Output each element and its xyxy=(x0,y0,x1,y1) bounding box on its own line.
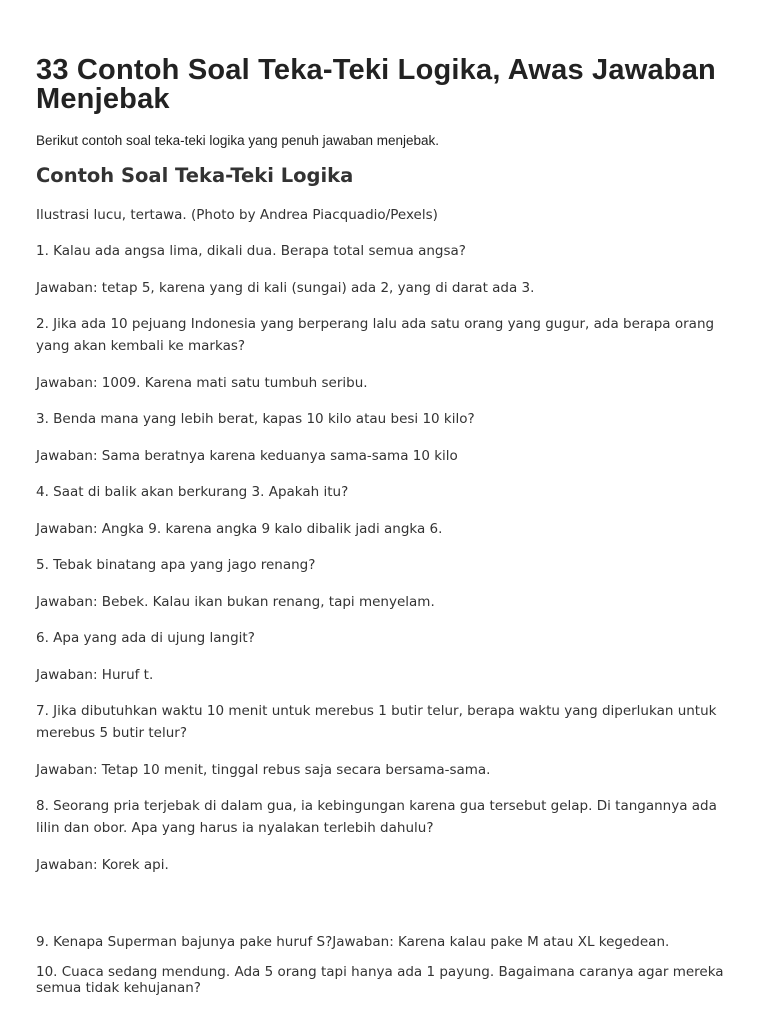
section-heading: Contoh Soal Teka-Teki Logika xyxy=(36,164,354,187)
question-4: 4. Saat di balik akan berkurang 3. Apakah itu? xyxy=(36,484,349,500)
qa-list xyxy=(36,240,736,876)
question-6: 6. Apa yang ada di ujung langit? xyxy=(36,630,255,646)
answer-8: Jawaban: Korek api. xyxy=(36,856,169,873)
answer-2: Jawaban: 1009. Karena mati satu tumbuh seribu. xyxy=(36,374,368,391)
qa-list-tail xyxy=(36,934,736,996)
question-2: 2. Jika ada 10 pejuang Indonesia yang berperang lalu ada satu orang yang gugur, ada berapa orang yang akan kembali ke markas? xyxy=(36,316,715,354)
answer-1: Jawaban: tetap 5, karena yang di kali (sungai) ada 2, yang di darat ada 3. xyxy=(36,279,535,296)
question-10: 10. Cuaca sedang mendung. Ada 5 orang tapi hanya ada 1 payung. Bagaimana caranya agar mereka semua tidak kehujanan? xyxy=(36,964,724,996)
article-intro: Berikut contoh soal teka-teki logika yang penuh jawaban menjebak. xyxy=(36,133,440,148)
question-1: 1. Kalau ada angsa lima, dikali dua. Berapa total semua angsa? xyxy=(36,243,466,259)
article xyxy=(36,56,736,1010)
question-7: 7. Jika dibutuhkan waktu 10 menit untuk merebus 1 butir telur, berapa waktu yang diperlukan untuk merebus 5 butir telur? xyxy=(36,703,717,741)
question-9: 9. Kenapa Superman bajunya pake huruf S?Jawaban: Karena kalau pake M atau XL kegedean. xyxy=(36,934,670,950)
question-8: 8. Seorang pria terjebak di dalam gua, ia kebingungan karena gua tersebut gelap. Di tangannya ada lilin dan obor. Apa yang harus ia nyalakan terlebih dahulu? xyxy=(36,798,717,836)
image-caption: Ilustrasi lucu, tertawa. (Photo by Andrea Piacquadio/Pexels) xyxy=(36,207,438,223)
answer-3: Jawaban: Sama beratnya karena keduanya sama-sama 10 kilo xyxy=(36,447,458,464)
answer-6: Jawaban: Huruf t. xyxy=(36,666,154,683)
question-5: 5. Tebak binatang apa yang jago renang? xyxy=(36,557,316,573)
answer-5: Jawaban: Bebek. Kalau ikan bukan renang, tapi menyelam. xyxy=(36,593,435,610)
article-title: 33 Contoh Soal Teka-Teki Logika, Awas Jawaban Menjebak xyxy=(36,54,716,115)
spacer xyxy=(36,890,736,934)
answer-7: Jawaban: Tetap 10 menit, tinggal rebus saja secara bersama-sama. xyxy=(36,761,491,778)
question-3: 3. Benda mana yang lebih berat, kapas 10 kilo atau besi 10 kilo? xyxy=(36,411,475,427)
answer-4: Jawaban: Angka 9. karena angka 9 kalo dibalik jadi angka 6. xyxy=(36,520,443,537)
